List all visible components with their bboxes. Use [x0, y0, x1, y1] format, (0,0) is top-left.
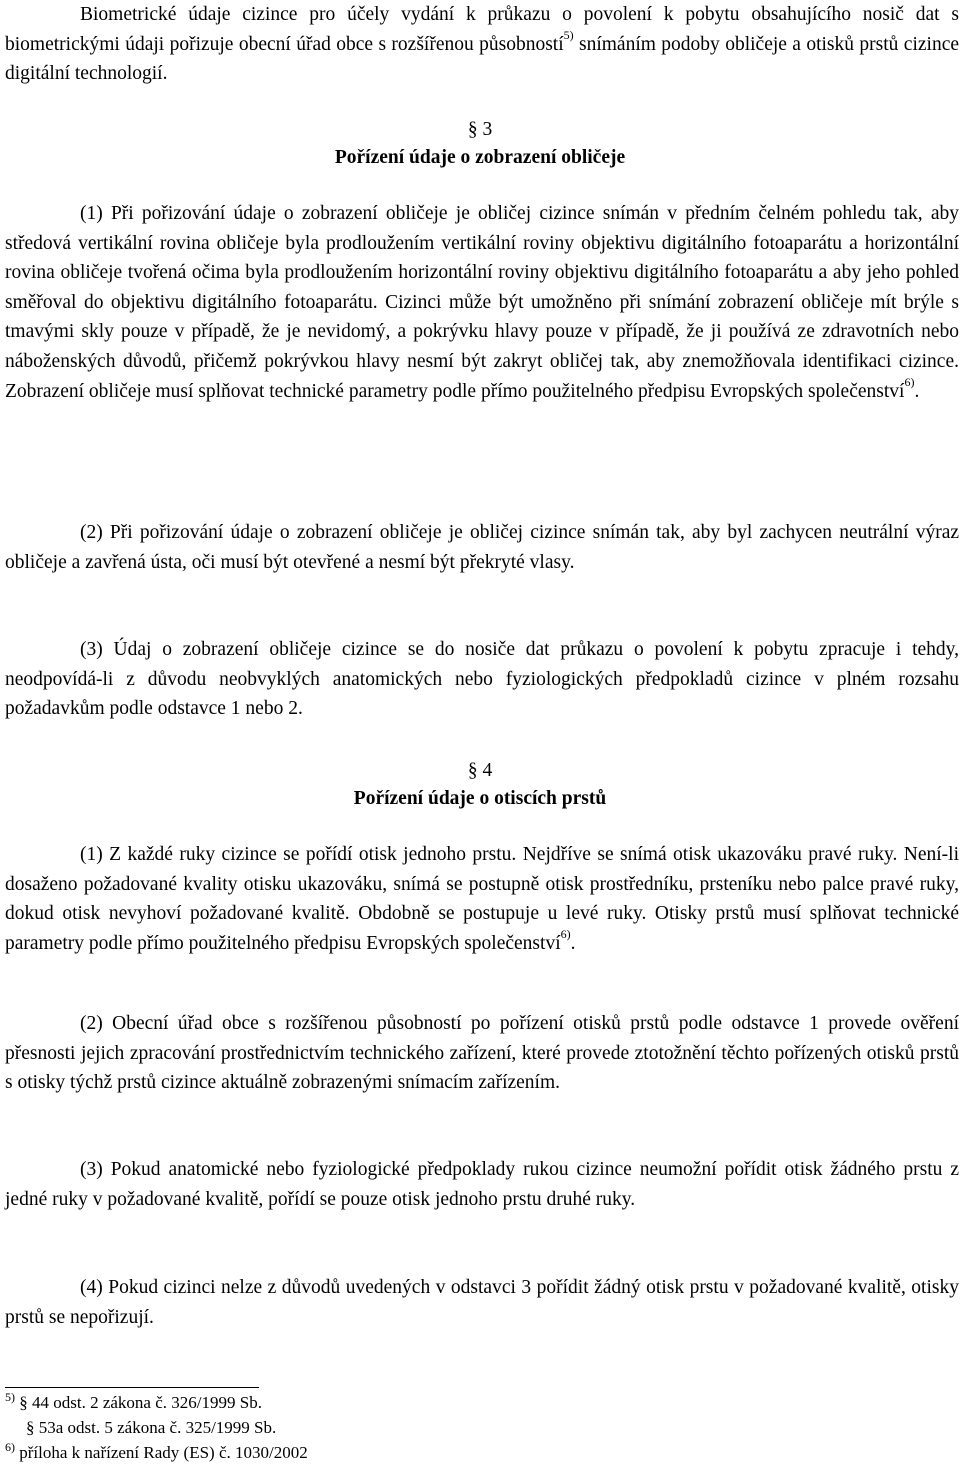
footnote-separator — [5, 1387, 259, 1388]
section-4-paragraph-1 — [5, 840, 959, 958]
footnote-5 — [5, 1390, 262, 1413]
footnote-6 — [5, 1440, 308, 1463]
intro-paragraph — [5, 0, 959, 89]
section-3-paragraph-2: (2) Při pořizování údaje o zobrazení obličeje je obličej cizince snímán tak, aby byl zachycen neutrální výraz obličeje a zavřená ústa, oči musí být otevřené a nesmí být překryté vlasy. — [5, 522, 959, 573]
section-4-paragraph-4: (4) Pokud cizinci nelze z důvodů uvedených v odstavci 3 pořídit žádný otisk prstu v požadované kvalitě, otisky prstů se nepořizují. — [5, 1277, 959, 1328]
section-4-title: Pořízení údaje o otiscích prstů — [353, 788, 607, 809]
section-3-title: Pořízení údaje o zobrazení obličeje — [334, 147, 626, 168]
intro-text-end: snímáním podoby obličeje a otisků prstů cizince digitální technologií. — [5, 33, 959, 85]
section-4-paragraph-2: (2) Obecní úřad obce s rozšířenou působností po pořízení otisků prstů podle odstavce 1 provede ověření přesnosti jejich zpracování prostřednictvím technického zařízení, které provede ztotožnění těchto pořízených otisků prstů s otisky týchž prstů cizince aktuálně zobrazenými snímacím zařízením. — [5, 1013, 959, 1094]
section-4-paragraph-1-text: (1) Z každé ruky cizince se pořídí otisk jednoho prstu. Nejdříve se snímá otisk ukazováku pravé ruky. Není-li dosaženo požadované kvality otisku ukazováku, snímá se postupně otisk prostředníku, prsteníku nebo palce pravé ruky, dokud otisk nevyhoví požadované kvalitě. Obdobně se postupuje u levé ruky. Otisky prstů musí splňovat technické parametry podle přímo použitelného předpisu Evropských společenství — [5, 844, 959, 954]
footnote-5-mark: 5) — [5, 1390, 15, 1405]
footnote-ref-5[interactable]: 5) — [563, 28, 574, 43]
intro-text: Biometrické údaje cizince pro účely vydání k průkazu o povolení k pobytu obsahujícího nosič dat s biometrickými údaji pořizuje obecní úřad obce s rozšířenou působností — [5, 4, 959, 55]
section-3-paragraph-1 — [5, 199, 959, 406]
footnote-5-line-2-row — [26, 1418, 276, 1438]
section-3-heading — [0, 116, 960, 172]
section-3-paragraph-3: (3) Údaj o zobrazení obličeje cizince se do nosiče dat průkazu o povolení k pobytu zpracuje i tehdy, neodpovídá-li z důvodu neobvyklých anatomických nebo fyziologických předpokladů cizince v plném rozsahu požadavkům podle odstavce 1 nebo 2. — [5, 639, 959, 720]
footnote-ref-6[interactable]: 6) — [560, 927, 571, 942]
footnote-ref-6[interactable]: 6) — [904, 375, 915, 390]
footnote-5-line-2: § 53a odst. 5 zákona č. 325/1999 Sb. — [26, 1418, 277, 1437]
section-4-paragraph-3: (3) Pokud anatomické nebo fyziologické předpoklady rukou cizince neumožní pořídit otisk žádného prstu z jedné ruky v požadované kvalitě, pořídí se pouze otisk jednoho prstu druhé ruky. — [5, 1159, 959, 1210]
section-4-number: § 4 — [467, 760, 493, 781]
section-4-paragraph-1-end: . — [570, 932, 576, 954]
footnote-6-text: příloha k nařízení Rady (ES) č. 1030/2002 — [19, 1443, 308, 1462]
section-4-heading — [0, 757, 960, 813]
footnote-5-line-1: § 44 odst. 2 zákona č. 326/1999 Sb. — [19, 1393, 262, 1412]
section-3-number: § 3 — [467, 119, 493, 140]
footnote-6-mark: 6) — [5, 1440, 15, 1455]
section-3-paragraph-1-text: (1) Při pořizování údaje o zobrazení obličeje je obličej cizince snímán v předním čelném pohledu tak, aby středová vertikální rovina obličeje byla prodloužením vertikální roviny objektivu digitálního fotoaparátu a horizontální rovina obličeje tvořená očima byla prodloužením horizontální roviny objektivu digitálního fotoaparátu a aby jeho pohled směřoval do objektivu digitálního fotoaparátu. Cizinci může být umožněno při snímání zobrazení obličeje mít brýle s tmavými skly pouze v případě, že je nevidomý, a pokrývku hlavy pouze v případě, že ji používá ze zdravotních nebo náboženských důvodů, přičemž pokrývkou hlavy nesmí být zakryt obličej tak, aby znemožňovala identifikaci cizince. Zobrazení obličeje musí splňovat technické parametry podle přímo použitelného předpisu Evropských společenství — [5, 203, 959, 402]
section-3-paragraph-1-end: . — [914, 380, 920, 402]
